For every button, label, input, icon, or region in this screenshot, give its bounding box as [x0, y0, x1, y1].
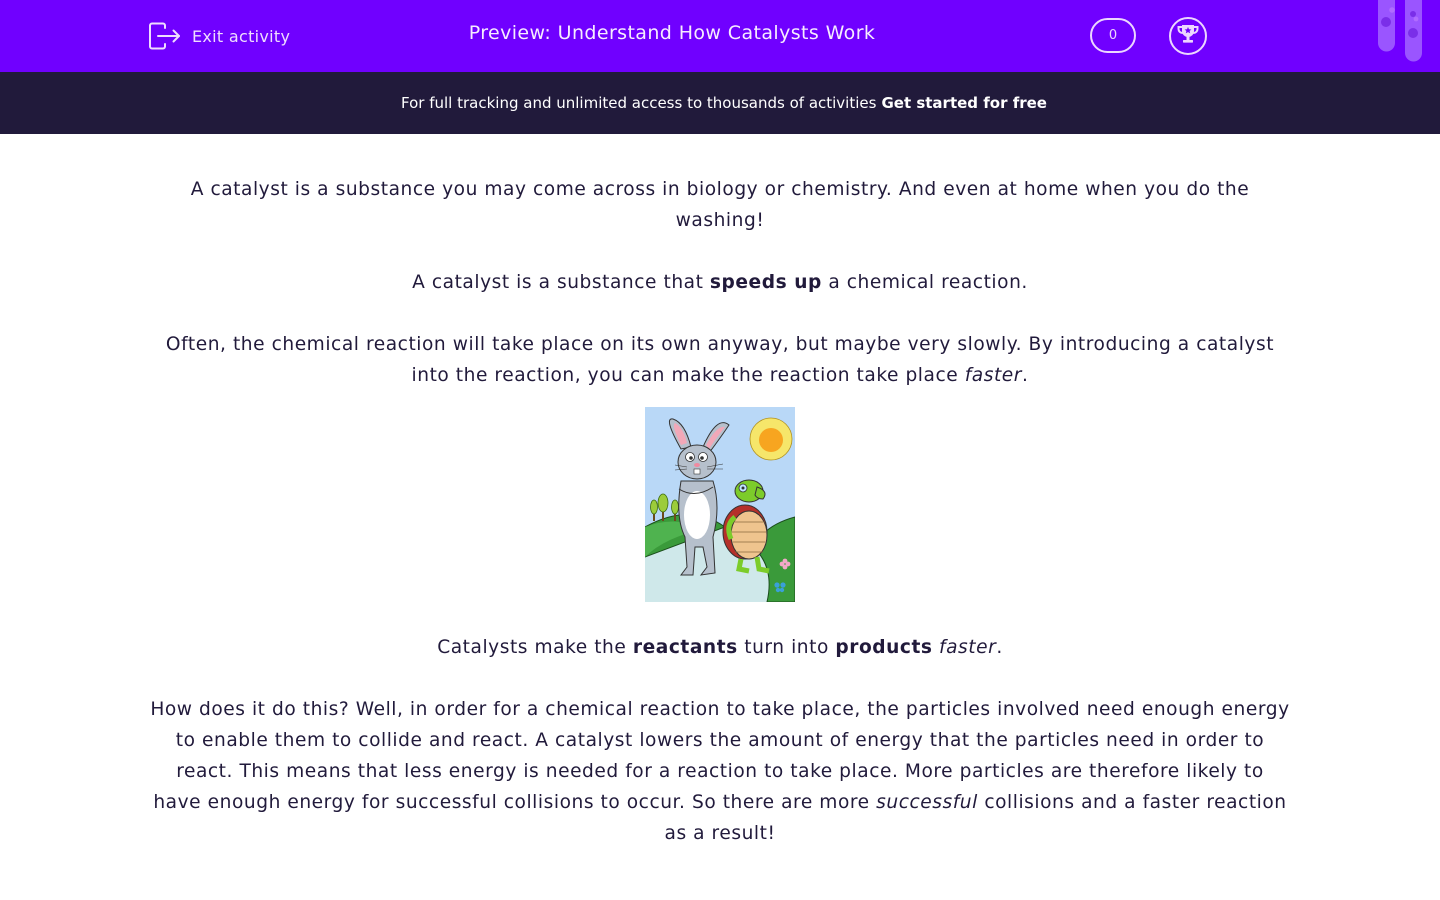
bold-text: products [835, 637, 933, 658]
trophy-button[interactable] [1169, 17, 1207, 55]
bold-text: speeds up [709, 272, 822, 293]
page-title: Preview: Understand How Catalysts Work [468, 22, 876, 44]
exit-icon [148, 22, 182, 50]
definition-paragraph [150, 267, 1290, 298]
text-span: turn into [737, 637, 836, 658]
get-started-link[interactable]: Get started for free [881, 94, 1047, 112]
italic-text: faster [939, 637, 997, 658]
text-span: a chemical reaction. [821, 272, 1028, 293]
text-span: A catalyst is a substance that [412, 272, 710, 293]
test-tubes-logo-icon [1376, 0, 1440, 72]
promo-text: For full tracking and unlimited access to thousands of activities [401, 94, 877, 112]
reactants-products-paragraph [150, 632, 1290, 663]
bold-text: reactants [632, 637, 738, 658]
hare-and-tortoise-illustration [645, 407, 795, 602]
exit-activity-label: Exit activity [192, 26, 291, 46]
score-value: 0 [1108, 28, 1118, 43]
intro-paragraph: A catalyst is a substance you may come across in biology or chemistry. And even at home when you do the washing! [190, 179, 1250, 231]
text-span: collisions and a faster reaction as a result! [664, 792, 1287, 844]
top-header [0, 0, 1440, 72]
italic-text: successful [876, 792, 978, 813]
italic-text: faster [964, 365, 1022, 386]
text-span: . [996, 637, 1003, 658]
promo-banner [0, 72, 1440, 134]
text-span: How does it do this? Well, in order for a chemical reaction to take place, the particles involved need enough energy to enable them to collide and react. A catalyst lowers the amount of energy that the particles need in order to react. This means that less energy is needed for a reaction to take place. More particles are therefore likely to have enough energy for successful collisions to occur. So there are more [150, 699, 1290, 813]
text-span: Often, the chemical reaction will take place on its own anyway, but maybe very slowly. By introducing a catalyst into the reaction, you can make the reaction take place [165, 334, 1275, 386]
exit-activity-button[interactable] [148, 20, 290, 52]
trophy-icon [1176, 23, 1200, 49]
explanation-paragraph [150, 329, 1290, 391]
text-span: Catalysts make the [437, 637, 633, 658]
score-counter[interactable] [1090, 18, 1136, 53]
mechanism-paragraph [150, 694, 1290, 849]
lesson-content [150, 174, 1290, 880]
text-span: . [1022, 365, 1029, 386]
